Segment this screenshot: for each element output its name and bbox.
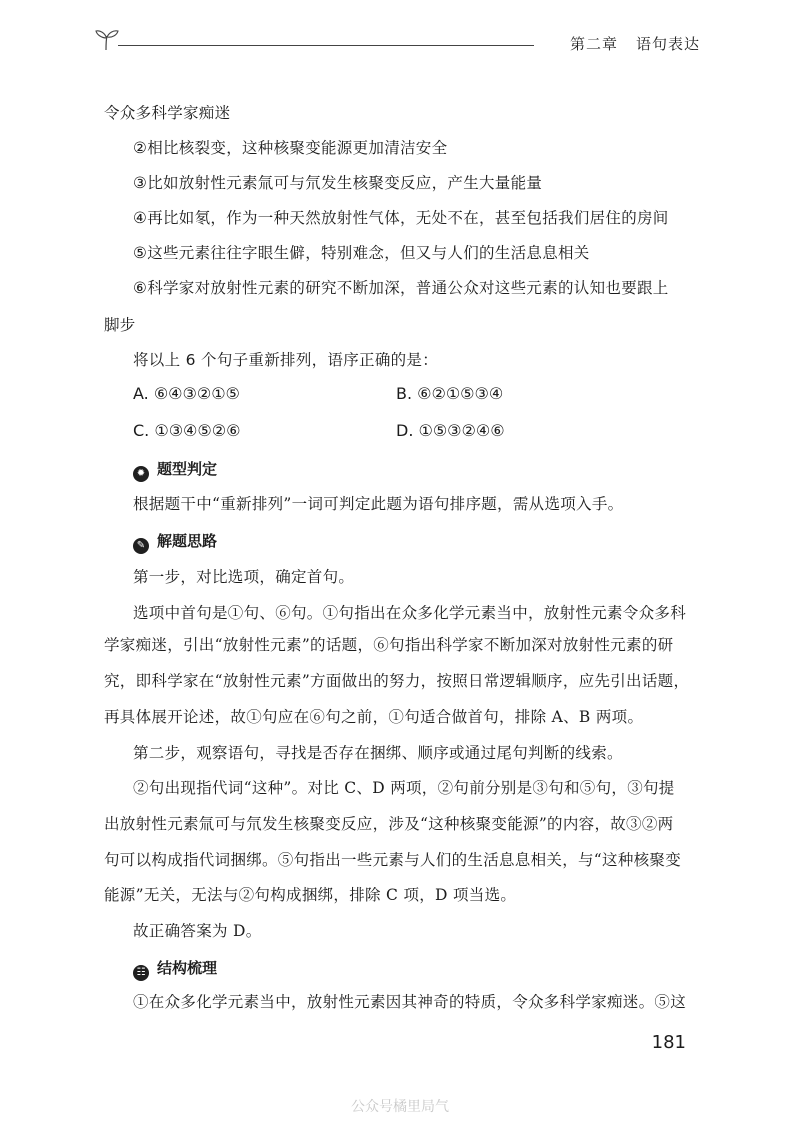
page-number: 181	[651, 1032, 686, 1053]
approach-line-1: 第一步，对比选项，确定首句。	[133, 568, 355, 586]
chapter-number: 第二章	[569, 35, 618, 53]
section-title: 语句表达	[635, 35, 700, 53]
section-approach-title: 解题思路	[157, 532, 218, 550]
section-approach-heading	[133, 530, 217, 554]
sentence-3: ③比如放射性元素氚可与氘发生核聚变反应，产生大量能量	[133, 174, 543, 192]
option-c: C. ①③④⑤②⑥	[133, 421, 241, 440]
sentence-6-tail: 脚步	[104, 316, 136, 334]
question-stem: 将以上 6 个句子重新排列，语序正确的是：	[133, 351, 439, 369]
approach-line-2: 选项中首句是①句、⑥句。①句指出在众多化学元素当中，放射性元素令众多科	[133, 604, 687, 622]
running-header	[88, 28, 700, 56]
watermark: 公众号橘里局气	[351, 1099, 449, 1115]
sentence-5: ⑤这些元素往往字眼生僻，特别难念，但又与人们的生活息息相关	[133, 244, 590, 262]
approach-line-3: 学家痴迷，引出“放射性元素”的话题，⑥句指出科学家不断加深对放射性元素的研	[104, 636, 674, 654]
option-a: A. ⑥④③②①⑤	[133, 384, 240, 403]
option-b: B. ⑥②①⑤③④	[396, 384, 504, 403]
sprout-icon	[94, 28, 120, 52]
sentence-2: ②相比核裂变，这种核聚变能源更加清洁安全	[133, 139, 448, 157]
gear-icon: ✹	[133, 466, 149, 482]
section-type-judgment-heading	[133, 458, 217, 482]
option-d: D. ①⑤③②④⑥	[396, 421, 505, 440]
section-structure-heading	[133, 957, 217, 981]
chapter-title	[570, 33, 700, 54]
sentence-6: ⑥科学家对放射性元素的研究不断加深，普通公众对这些元素的认知也要跟上	[133, 279, 669, 297]
approach-line-5: 再具体展开论述，故①句应在⑥句之前，①句适合做首句，排除 A、B 两项。	[104, 708, 644, 726]
sentence-1-tail: 令众多科学家痴迷	[104, 104, 231, 122]
approach-line-4: 究，即科学家在“放射性元素”方面做出的努力，按照日常逻辑顺序，应先引出话题，	[104, 672, 690, 690]
approach-line-8: 出放射性元素氚可与氘发生核聚变反应，涉及“这种核聚变能源”的内容，故③②两	[104, 815, 674, 833]
sentence-4: ④再比如氡，作为一种天然放射性气体，无处不在，甚至包括我们居住的房间	[133, 209, 669, 227]
approach-line-7: ②句出现指代词“这种”。对比 C、D 两项，②句前分别是③句和⑤句，③句提	[133, 779, 675, 797]
compass-icon: ✎	[133, 538, 149, 554]
approach-line-10: 能源”无关，无法与②句构成捆绑，排除 C 项，D 项当选。	[104, 886, 517, 904]
section-structure-title: 结构梳理	[157, 959, 218, 977]
structure-text: ①在众多化学元素当中，放射性元素因其神奇的特质，令众多科学家痴迷。⑤这	[133, 993, 687, 1011]
structure-icon: ☷	[133, 965, 149, 981]
approach-answer: 故正确答案为 D。	[133, 922, 262, 940]
approach-line-6: 第二步，观察语句，寻找是否存在捆绑、顺序或通过尾句判断的线索。	[133, 744, 623, 762]
section-type-judgment-title: 题型判定	[157, 460, 218, 478]
type-judgment-text: 根据题干中“重新排列”一词可判定此题为语句排序题，需从选项入手。	[133, 495, 624, 513]
header-rule	[118, 45, 534, 46]
approach-line-9: 句可以构成指代词捆绑。⑤句指出一些元素与人们的生活息息相关，与“这种核聚变	[104, 851, 682, 869]
